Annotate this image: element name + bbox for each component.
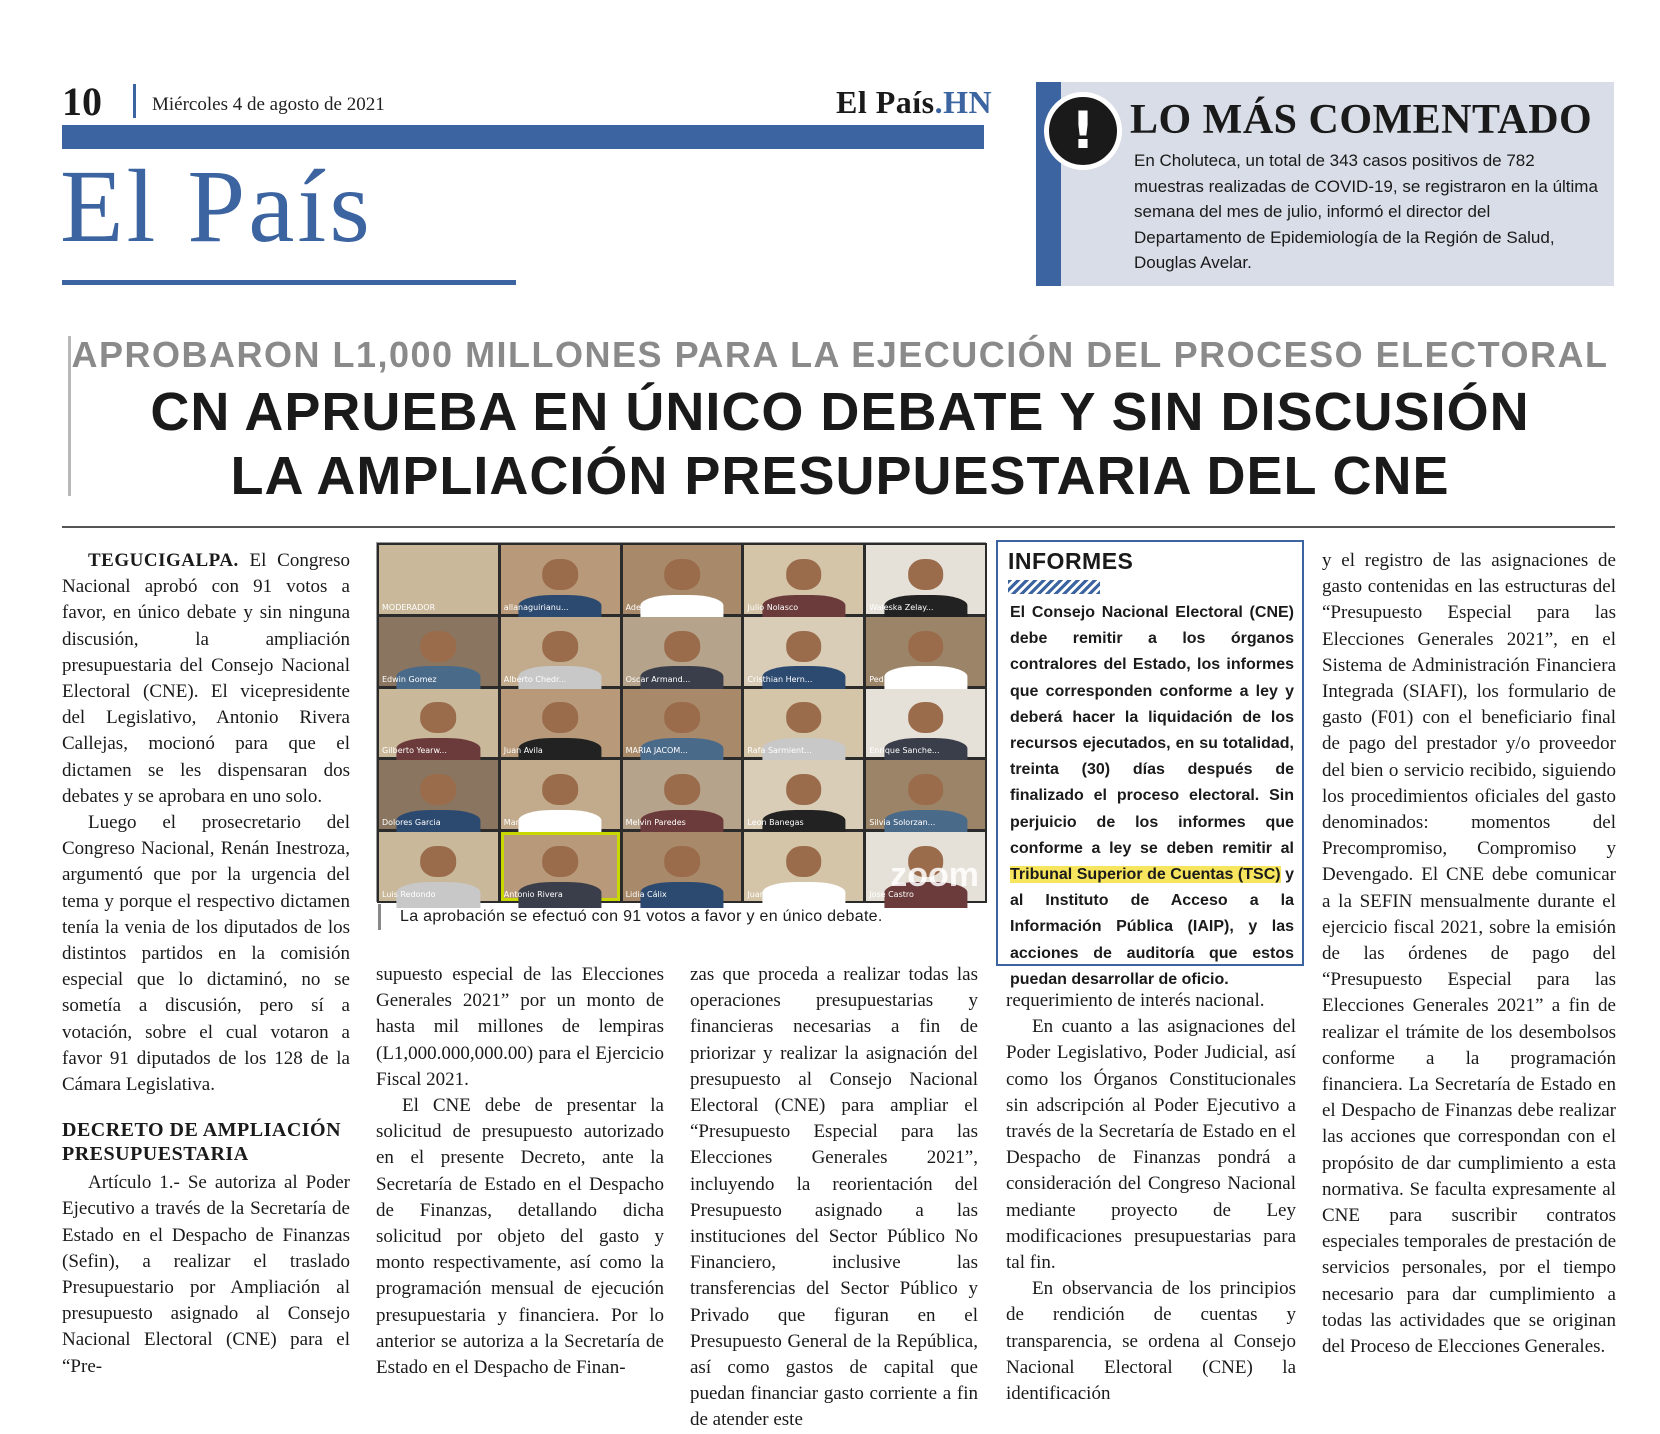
participant-tile	[623, 689, 742, 758]
participant-tile	[866, 689, 985, 758]
participant-name: Pedro Fernánd...	[869, 674, 935, 684]
zoom-watermark: zoom	[890, 856, 979, 894]
participant-name: Edwin Gomez	[382, 674, 437, 684]
participant-name: Antonio Rivera	[503, 890, 563, 899]
photo-caption: La aprobación se efectuó con 91 votos a favor y en único debate.	[400, 908, 883, 925]
participant-tile	[379, 832, 498, 901]
article-column-1	[62, 548, 350, 1380]
headline-line-1: CN APRUEBA EN ÚNICO DEBATE Y SIN DISCUSIÓN	[150, 382, 1530, 442]
participant-name: Lidia Cálix	[625, 890, 667, 899]
headline-line-2: LA AMPLIACIÓN PRESUPUESTARIA DEL CNE	[230, 446, 1450, 506]
participant-name: Alberto Chedr...	[503, 674, 567, 684]
paragraph: requerimiento de interés nacional.	[1006, 990, 1265, 1011]
participant-tile	[379, 545, 498, 614]
participant-name: MODERADOR	[382, 602, 436, 612]
header-bar	[62, 125, 984, 149]
zoom-session-photo	[376, 542, 986, 902]
article-headline	[60, 380, 1620, 508]
most-commented-text: En Choluteca, un total de 343 casos positivos de 782 muestras realizadas de COVID-19, se registraron en la última semana del mes de julio, informó el director del Departamento de Epidemiología de la Región de Salud, Douglas Avelar.	[1134, 151, 1598, 272]
participant-name: Waleska Zelay...	[869, 602, 934, 612]
participant-head	[786, 631, 822, 662]
participant-head	[786, 846, 822, 877]
participant-head	[542, 774, 578, 805]
section-title: El País	[60, 149, 373, 264]
participant-name: Melvin Paredes	[625, 818, 686, 828]
informes-hatch	[1008, 580, 1100, 594]
participant-tile	[744, 617, 863, 686]
participant-tile	[866, 545, 985, 614]
participant-head	[664, 774, 700, 805]
participant-head	[542, 702, 578, 733]
participant-name: Julio Nolasco	[747, 602, 799, 612]
participant-head	[786, 702, 822, 733]
participant-head	[542, 631, 578, 662]
article-column-2	[376, 962, 664, 1381]
participant-head	[421, 774, 457, 805]
participant-name: Rafa Sarmient...	[747, 746, 812, 756]
participant-head	[421, 702, 457, 733]
article-column-5	[1322, 548, 1616, 1360]
participant-tile	[744, 545, 863, 614]
participant-head	[908, 774, 944, 805]
participant-name: Juan Avila	[503, 746, 543, 756]
participant-tile	[866, 832, 985, 901]
paragraph: El CNE debe de presentar la solicitud de presupuesto autorizado en el presente Decreto, ante la Secretaría de Estado en el Despacho de Finanzas, detallando dicha solicitud por objeto del gasto y monto respectivamente, así como la programación mensual de ejecución presupuestaria y financiera. Por lo anterior se autoriza a la Secretaría de Estado en el Despacho de Finan-	[376, 1095, 664, 1379]
participant-tile	[379, 689, 498, 758]
paragraph: Luego el prosecretario del Congreso Nacional, Renán Inestroza, argumentó que por la urgencia del tema y porque el respectivo dictamen tenía la venia de los diputados de los distintos partidos en la comisión especial que lo dictaminó, no se sometía a discusión, pero sí a votación, sobre el cual votaron a favor 91 diputados de los 128 de la Cámara Legislativa.	[62, 812, 350, 1096]
participant-tile	[501, 617, 620, 686]
participant-tile	[379, 617, 498, 686]
participant-tile	[501, 545, 620, 614]
participant-name: Gilberto Yearw...	[382, 746, 447, 756]
participant-tile	[501, 832, 620, 901]
participant-name: Cristhian Hern...	[747, 674, 813, 684]
publication-date: Miércoles 4 de agosto de 2021	[152, 94, 385, 115]
participant-name: Leon Banegas	[747, 818, 804, 828]
participant-head	[421, 846, 457, 877]
participant-name: Adela Martinez	[625, 602, 686, 612]
subheading: DECRETO DE AMPLIACIÓN PRESUPUESTARIA	[62, 1119, 342, 1166]
participant-head	[542, 846, 578, 877]
headline-rule	[62, 526, 1615, 528]
participant-name: Enrique Sanche...	[869, 746, 940, 756]
participant-head	[908, 702, 944, 733]
participant-head	[786, 559, 822, 590]
paragraph: Artículo 1.- Se autoriza al Poder Ejecutivo a través de la Secretaría de Estado en el Despacho de Finanzas (Sefin), a realizar el traslado Presupuestario por Ampliación al presupuesto asignado al Consejo Nacional Electoral (CNE) para el “Pre-	[62, 1172, 350, 1377]
article-kicker: APROBARON L1,000 MILLONES PARA LA EJECUCIÓN DEL PROCESO ELECTORAL	[71, 334, 1609, 375]
participant-name: Jose Castro	[869, 890, 914, 899]
paragraph: supuesto especial de las Elecciones Generales 2021” por un monto de hasta mil millones de lempiras (L1,000.000,000.00) para el Ejercicio Fiscal 2021.	[376, 964, 664, 1090]
participant-tile	[501, 689, 620, 758]
participant-name: Luis Redondo	[382, 890, 436, 899]
article-column-4	[1006, 988, 1296, 1407]
participant-name: Oscar Armand...	[625, 674, 691, 684]
most-commented-box	[1036, 82, 1614, 286]
informes-text	[1010, 600, 1294, 993]
brand-suffix: .HN	[934, 84, 993, 120]
participant-head	[421, 631, 457, 662]
participant-head	[908, 631, 944, 662]
participant-tile	[744, 760, 863, 829]
participant-tile	[501, 760, 620, 829]
participant-tile	[623, 545, 742, 614]
participant-tile	[379, 760, 498, 829]
participant-name: Mario Segura	[503, 818, 557, 828]
brand-logo	[836, 84, 992, 121]
participant-tile	[744, 832, 863, 901]
participant-name: Silvia Solorzan...	[869, 818, 936, 828]
paragraph: zas que proceda a realizar todas las operaciones presupuestarias y financieras necesarias a fin de priorizar y realizar la asignación del presupuesto al Consejo Nacional Electoral (CNE) para ampliar el “Presupuesto Especial para las Elecciones Generales 2021”, incluyendo la reorientación del Presupuesto asignado a las instituciones del Sector Público No Financiero, inclusive las transferencias del Sector Público y Privado que figuran en el Presupuesto General de la República, así como gastos de capital que puedan financiar gasto corriente a fin de atender este	[690, 964, 978, 1431]
participant-head	[664, 702, 700, 733]
participant-name: Dolores Garcia	[382, 818, 441, 828]
most-commented-title: LO MÁS COMENTADO	[1130, 97, 1593, 143]
participant-name: allanaguirianu...	[503, 602, 569, 612]
brand-name: El País	[836, 84, 935, 120]
informes-title: INFORMES	[1008, 548, 1134, 574]
highlighted-text: Tribunal Superior de Cuentas (TSC)	[1010, 866, 1281, 884]
paragraph-text: El Congreso Nacional aprobó con 91 votos a favor, en único debate y sin ninguna discusión, la ampliación presupuestaria del Consejo Nacional Electoral (CNE). El vicepresidente del Legislativo, Antonio Rivera Callejas, mocionó para que el dictamen se les dispensaran dos debates y se aprobara en uno solo.	[62, 550, 350, 807]
section-underline	[62, 280, 516, 285]
caption-mark	[378, 904, 381, 930]
participant-head	[908, 559, 944, 590]
participant-head	[542, 559, 578, 590]
dateline: TEGUCIGALPA.	[88, 550, 239, 571]
participant-head	[664, 559, 700, 590]
paragraph: y el registro de las asignaciones de gasto contenidas en las estructuras del “Presupuesto Especial para las Elecciones Generales 2021”, en el Sistema de Administración Financiera Integrada (SIAFI), los formulario de gasto (F01) con el beneficiario final de pago del prestador y/o proveedor del bien o servicio recibido, siguiendo los procedimientos oficiales del gasto denominados: momentos del Precompromiso, Compromiso y Devengado. El CNE debe comunicar a la SEFIN mensualmente durante el ejercicio fiscal 2021, sobre la emisión de las órdenes de pago del “Presupuesto Especial para las Elecciones Generales 2021” a fin de realizar el trámite de los desembolsos conforme a la programación financiera. La Secretaría de Estado en el Despacho de Finanzas debe realizar las acciones que correspondan con el propósito de dar cumplimiento a esta normativa. Se faculta expresamente al CNE para suscribir contratos especiales temporales de prestación de servicios personales, por el tiempo necesario para dar cumplimiento a todas las actividades que se originan del Proceso de Elecciones Generales.	[1322, 550, 1616, 1358]
participant-tile	[866, 760, 985, 829]
participant-head	[664, 631, 700, 662]
participant-head	[664, 846, 700, 877]
paragraph: En cuanto a las asignaciones del Poder Legislativo, Poder Judicial, así como los Órganos Constitucionales sin adscripción al Poder Ejecutivo a través de la Secretaría de Estado en el Despacho de Finanzas pondrá a consideración del Congreso Nacional mediante proyecto de Ley modificaciones presupuestarias para tal fin.	[1006, 1016, 1296, 1274]
informes-text-after: y al Instituto de Acceso a la Información Pública (IAIP), y las acciones de auditoría que estos puedan desarrollar de oficio.	[1010, 866, 1295, 988]
participant-tile	[744, 689, 863, 758]
participant-head	[786, 774, 822, 805]
paragraph: En observancia de los principios de rendición de cuentas y transparencia, se ordena al Consejo Nacional Electoral (CNE) la identificación	[1006, 1278, 1296, 1405]
article-column-3	[690, 962, 978, 1434]
informes-text-before: El Consejo Nacional Electoral (CNE) debe remitir a los órganos contralores del Estado, los informes que corresponden conforme a ley y deberá hacer la liquidación de los recursos ejecutados, en su totalidad, treinta (30) días después de finalizado el proceso electoral. Sin perjuicio de los informes que conforme a ley se deben remitir al	[1010, 604, 1294, 857]
paragraph	[62, 548, 350, 810]
participant-tile	[866, 617, 985, 686]
participant-name: MARIA JACOM...	[625, 746, 688, 756]
page-number: 10	[62, 79, 102, 124]
participant-tile	[623, 832, 742, 901]
participant-tile	[623, 760, 742, 829]
video-grid	[377, 543, 987, 903]
participant-tile	[623, 617, 742, 686]
header-separator	[133, 84, 136, 118]
informes-box	[996, 540, 1304, 988]
exclamation-icon: !	[1044, 92, 1122, 170]
participant-name: Juan Barahona	[747, 890, 806, 899]
